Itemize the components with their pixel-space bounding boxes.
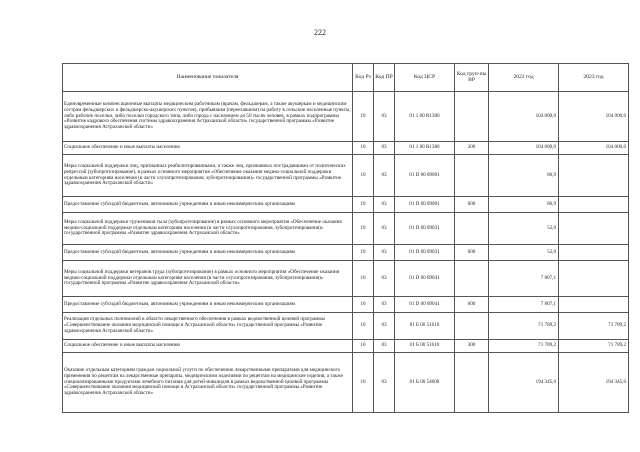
row-pr: 03 (374, 261, 395, 297)
table-row (63, 353, 629, 413)
row-csr: 01 D 00 89001 (395, 155, 455, 197)
row-name: Меры социальной поддержки лиц, признанных реабилитированными, а также лиц, признанных пострадавшими от политических репрессий (зубопротезирование), в рамках основного мероприятия «Обеспечение оказания медико-социальной поддержки отдельным категориям населения (в части слухопротезирования, зубопротезирования)» государственной программы «Развитие здравоохранения Астраханской области» (63, 155, 353, 197)
row-2022: 104 000,0 (489, 142, 559, 155)
table-row (63, 245, 629, 261)
row-csr: 01 D 00 89041 (395, 297, 455, 313)
row-rz: 10 (353, 155, 374, 197)
table-row (63, 261, 629, 297)
row-rz: 10 (353, 313, 374, 340)
row-csr: 01 1 00 R1380 (395, 142, 455, 155)
row-csr: 01 D 00 89001 (395, 197, 455, 213)
row-csr: 01 Б 00 51610 (395, 313, 455, 340)
row-2023: 104 000,0 (559, 92, 629, 142)
table-row (63, 197, 629, 213)
row-name: Предоставление субсидий бюджетным, автономным учреждениям и иным некоммерческим организациям (63, 197, 353, 213)
row-vr (455, 92, 489, 142)
row-vr (455, 213, 489, 245)
row-name: Меры социальной поддержки ветеранов труда (зубопротезирование) в рамках основного мероприятия «Обеспечение оказания медико-социальной поддержки отдельным категориям населения (в части слухопротезирования, зубопротезирования)» государственной программы «Развитие здравоохранения Астраханской области» (63, 261, 353, 297)
row-csr: 01 1 00 R1380 (395, 92, 455, 142)
row-csr: 01 Б 00 54600 (395, 353, 455, 413)
row-pr: 03 (374, 297, 395, 313)
row-2022: 194 345,0 (489, 353, 559, 413)
table-row (63, 92, 629, 142)
row-rz: 10 (353, 213, 374, 245)
header-row (63, 64, 629, 92)
row-2022: 86,9 (489, 155, 559, 197)
row-csr: 01 D 00 89041 (395, 261, 455, 297)
row-name: Социальное обеспечение и иные выплаты населению (63, 142, 353, 155)
row-pr: 03 (374, 340, 395, 353)
table-body (63, 92, 629, 413)
header-vr: Код груп-пы ВР (455, 64, 489, 92)
table-header (63, 64, 629, 92)
header-rz: Код Рз (353, 64, 374, 92)
row-vr: 600 (455, 197, 489, 213)
row-vr (455, 313, 489, 340)
row-2022: 7 807,1 (489, 261, 559, 297)
header-pr: Код ПР (374, 64, 395, 92)
table-row (63, 213, 629, 245)
row-pr: 03 (374, 92, 395, 142)
row-2023 (559, 155, 629, 197)
row-2023 (559, 213, 629, 245)
row-2022: 71 789,2 (489, 340, 559, 353)
table-row (63, 340, 629, 353)
row-2023 (559, 261, 629, 297)
row-pr: 03 (374, 245, 395, 261)
row-rz: 10 (353, 92, 374, 142)
row-csr: 01 D 00 89031 (395, 245, 455, 261)
table-row (63, 142, 629, 155)
row-rz: 10 (353, 197, 374, 213)
row-pr: 03 (374, 197, 395, 213)
row-vr: 300 (455, 142, 489, 155)
table-row (63, 313, 629, 340)
row-csr: 01 Б 00 51610 (395, 340, 455, 353)
header-csr: Код ЦСР (395, 64, 455, 92)
row-vr (455, 261, 489, 297)
table-row (63, 297, 629, 313)
row-2022: 7 807,1 (489, 297, 559, 313)
header-2023: 2023 год (559, 64, 629, 92)
row-name: Реализация отдельных полномочий в области лекарственного обеспечения в рамках ведомственной целевой программы «Совершенствование оказания медицинской помощи в Астраханской области» государственной программы «Развитие здравоохранения Астраханской области» (63, 313, 353, 340)
row-2023: 71 789,2 (559, 313, 629, 340)
row-2022: 52,0 (489, 245, 559, 261)
row-vr: 600 (455, 245, 489, 261)
row-rz: 10 (353, 245, 374, 261)
table-row (63, 155, 629, 197)
row-name: Меры социальной поддержки тружеников тыла (зубопротезирование) в рамках основного мероприятия «Обеспечение оказания медико-социальной поддержки отдельным категориям населения (в части слухопротезирования, зубопротезирования)» государственной программы «Развитие здравоохранения Астраханской области» (63, 213, 353, 245)
header-name: Наименование показателя (63, 64, 353, 92)
row-name: Единовременные компенсационные выплаты медицинским работникам (врачам, фельдшерам, а также акушеркам и медицинским сестрам фельдшерских и фельдшерско-акушерских пунктов), прибывшим (переехавшим) на работу в сельские населенные пункты, либо рабочие поселки, либо поселки городского типа, либо города с населением до 50 тысяч человек, в рамках подпрограммы «Развитие кадрового обеспечения системы здравоохранения Астраханской области» государственной программы «Развитие здравоохранения Астраханской области» (63, 92, 353, 142)
row-2022: 104 000,0 (489, 92, 559, 142)
row-2023 (559, 297, 629, 313)
row-pr: 03 (374, 313, 395, 340)
row-pr: 03 (374, 155, 395, 197)
row-rz: 10 (353, 297, 374, 313)
row-csr: 01 D 00 89031 (395, 213, 455, 245)
row-rz: 10 (353, 261, 374, 297)
row-vr: 300 (455, 340, 489, 353)
row-vr (455, 353, 489, 413)
row-2022: 86,9 (489, 197, 559, 213)
row-pr: 03 (374, 353, 395, 413)
row-pr: 03 (374, 142, 395, 155)
row-rz: 10 (353, 142, 374, 155)
row-2023 (559, 245, 629, 261)
row-rz: 10 (353, 340, 374, 353)
row-rz: 10 (353, 353, 374, 413)
row-vr (455, 155, 489, 197)
row-2022: 52,0 (489, 213, 559, 245)
row-name: Предоставление субсидий бюджетным, автономным учреждениям и иным некоммерческим организациям (63, 245, 353, 261)
row-name: Социальное обеспечение и иные выплаты населению (63, 340, 353, 353)
row-vr: 600 (455, 297, 489, 313)
row-2023: 71 789,2 (559, 340, 629, 353)
row-2023 (559, 197, 629, 213)
budget-table (62, 63, 629, 413)
page-number: 222 (314, 28, 326, 37)
row-2023: 194 345,0 (559, 353, 629, 413)
row-2023: 104 000,0 (559, 142, 629, 155)
header-2022: 2022 год (489, 64, 559, 92)
row-pr: 03 (374, 213, 395, 245)
row-name: Оказание отдельным категориям граждан социальной услуги по обеспечению лекарственными препаратами для медицинского применения по рецептам на лекарственные препараты, медицинскими изделиями по рецептам на медицинские изделия, а также специализированными продуктами лечебного питания для детей-инвалидов в рамках ведомственной целевой программы «Совершенствование оказания медицинской помощи в Астраханской области» государственной программы «Развитие здравоохранения Астраханской области» (63, 353, 353, 413)
row-name: Предоставление субсидий бюджетным, автономным учреждениям и иным некоммерческим организациям (63, 297, 353, 313)
row-2022: 71 789,2 (489, 313, 559, 340)
